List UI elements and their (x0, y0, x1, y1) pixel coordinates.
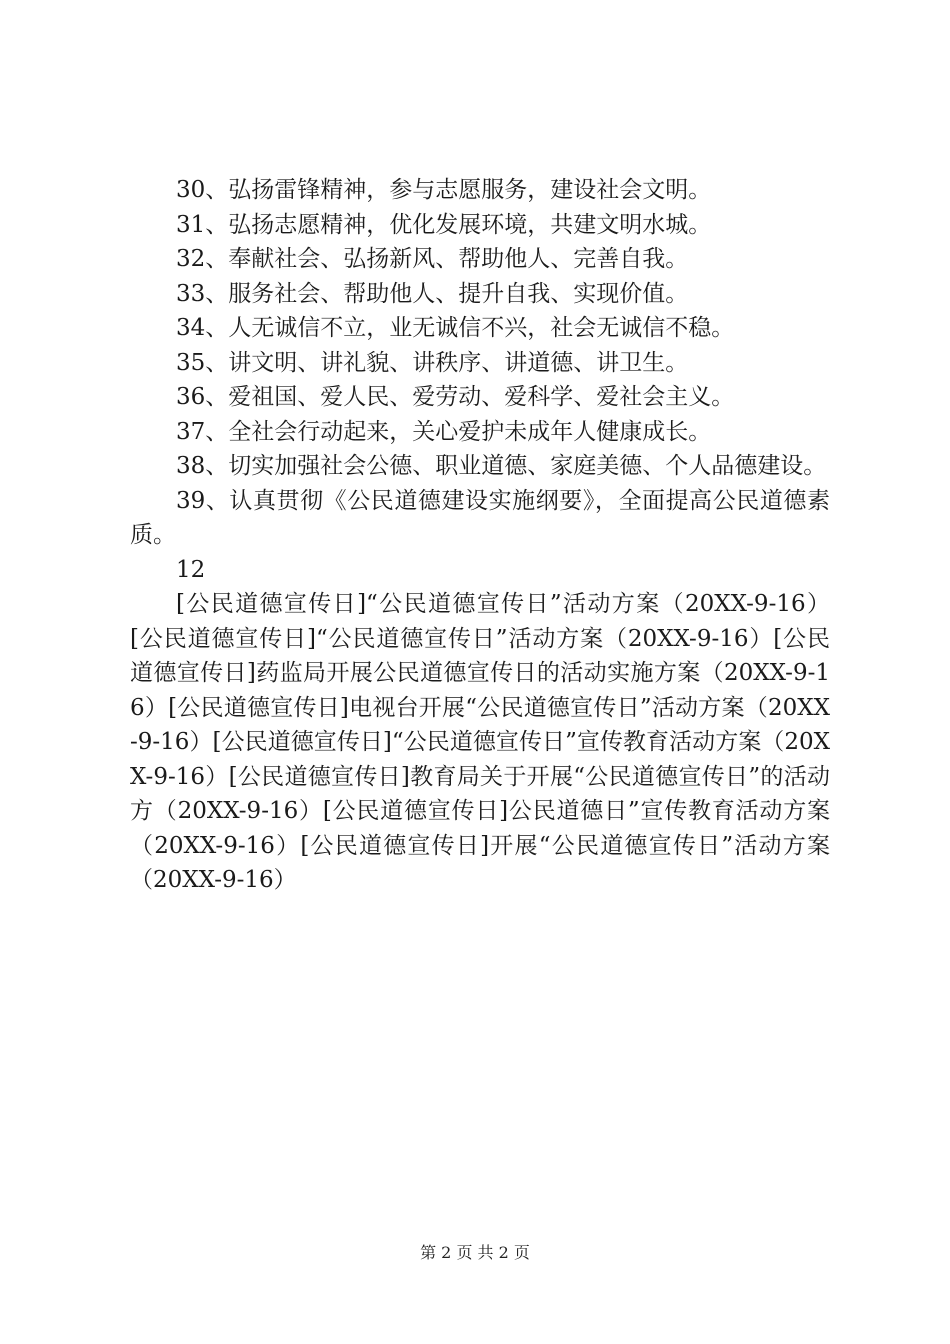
slogan-30: 30、弘扬雷锋精神，参与志愿服务，建设社会文明。 (176, 177, 712, 203)
page-footer: 第 2 页 共 2 页 (420, 1243, 530, 1262)
slogan-36: 36、爱祖国、爱人民、爱劳动、爱科学、爱社会主义。 (176, 384, 735, 410)
slogan-35: 35、讲文明、讲礼貌、讲秩序、讲道德、讲卫生。 (176, 349, 689, 376)
document-body (130, 173, 830, 898)
slogan-34: 34、人无诚信不立，业无诚信不兴，社会无诚信不稳。 (176, 315, 735, 341)
slogan-38: 38、切实加强社会公德、职业道德、家庭美德、个人品德建设。 (176, 453, 827, 479)
slogan-33: 33、服务社会、帮助他人、提升自我、实现价值。 (176, 280, 689, 307)
related-links-paragraph: [公民道德宣传日]“公民道德宣传日”活动方案（20XX-9-16）[公民道德宣传日]“公民道德宣传日”活动方案（20XX-9-16）[公民道德宣传日]药监局开展公民道德宣传日的活动实施方案（20XX-9-16）[公民道德宣传日]电视台开展“公民道德宣传日”活动方案（20XX-9-16）[公民道德宣传日]“公民道德宣传日”宣传教育活动方案（20XX-9-16）[公民道德宣传日]教育局关于开展“公民道德宣传日”的活动方（20XX-9-16）[公民道德宣传日]公民道德日”宣传教育活动方案（20XX-9-16）[公民道德宣传日]开展“公民道德宣传日”活动方案（20XX-9-16） (130, 591, 830, 893)
slogan-37: 37、全社会行动起来，关心爱护未成年人健康成长。 (176, 418, 712, 445)
slogan-39: 39、认真贯彻《公民道德建设实施纲要》，全面提高公民道德素质。 (130, 487, 830, 548)
page-number-text: 12 (176, 556, 206, 583)
slogan-31: 31、弘扬志愿精神，优化发展环境，共建文明水城。 (176, 211, 712, 238)
slogan-32: 32、奉献社会、弘扬新风、帮助他人、完善自我。 (176, 246, 689, 272)
